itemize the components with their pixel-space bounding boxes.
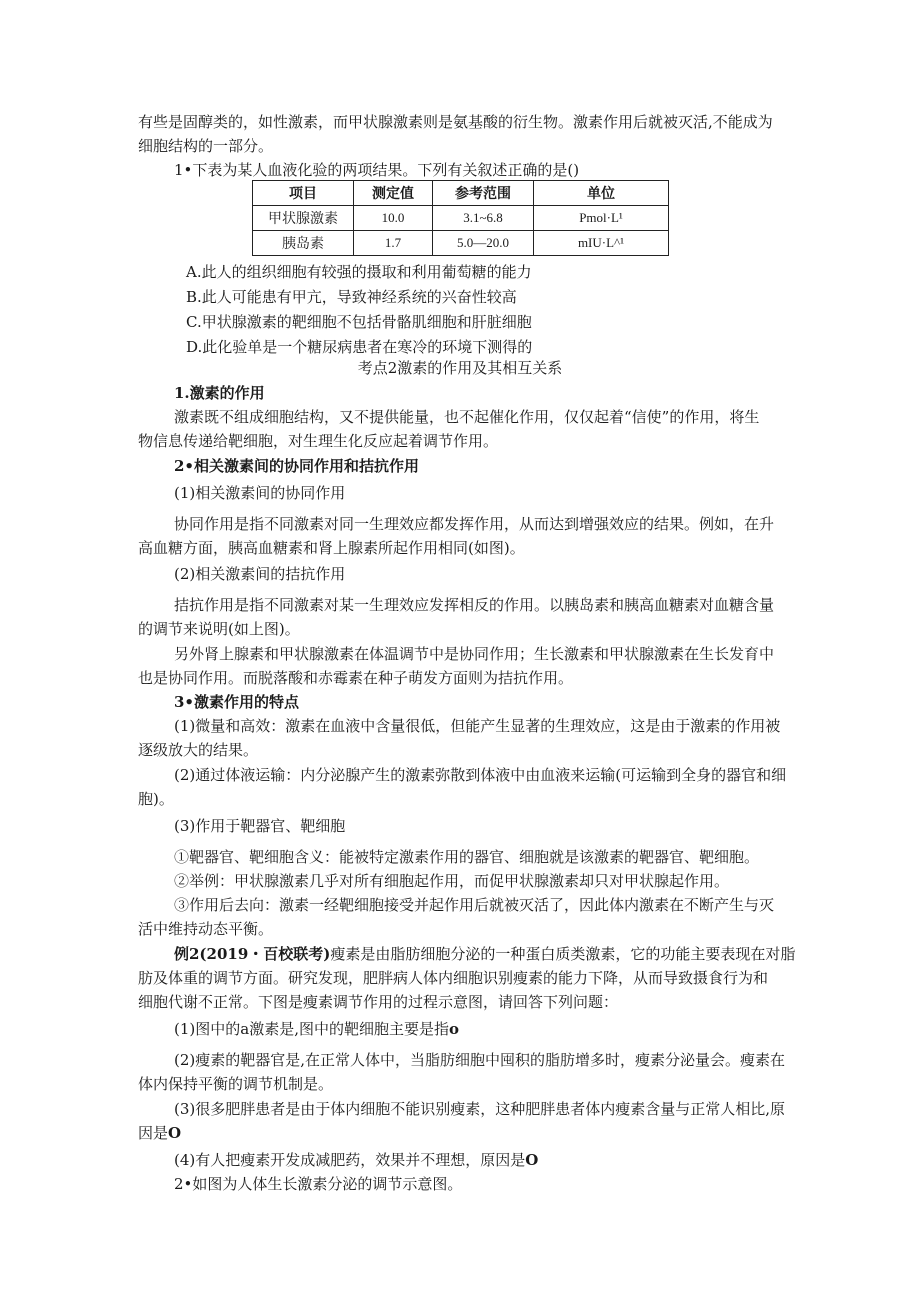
question-1-stem: 1•下表为某人血液化验的两项结果。下列有关叙述正确的是() (174, 161, 580, 179)
paragraph-line: 高血糖方面，胰高血糖素和肾上腺素所起作用相同(如图)。 (138, 539, 525, 557)
sub-question-2: (2)瘦素的靶器官是,在正常人体中，当脂肪细胞中囤积的脂肪增多时，瘦素分泌量会。瘦素在 (174, 1051, 786, 1069)
paragraph-line: 肪及体重的调节方面。研究发现，肥胖病人体内细胞识别瘦素的能力下降，从而导致摄食行为和 (138, 969, 769, 987)
paragraph-line: 活中维持动态平衡。 (138, 920, 274, 938)
paragraph-line: 激素既不组成细胞结构，又不提供能量，也不起催化作用，仅仅起着“信使”的作用，将生 (174, 408, 760, 426)
table-header-cell: 参考范围 (433, 181, 534, 206)
heading-1: 1.激素的作用 (174, 384, 265, 402)
sub-question-1 (174, 1019, 459, 1039)
paragraph-line: 协同作用是指不同激素对同一生理效应都发挥作用，从而达到增强效应的结果。例如，在升 (174, 515, 775, 533)
paragraph-line: (1)微量和高效：激素在血液中含量很低，但能产生显著的生理效应，这是由于激素的作用被 (174, 717, 781, 735)
blood-test-table (252, 180, 669, 256)
paragraph-line: 另外肾上腺素和甲状腺激素在体温调节中是协同作用；生长激素和甲状腺激素在生长发育中 (174, 645, 775, 663)
table-cell: 1.7 (354, 231, 433, 256)
option-d: D.此化验单是一个糖尿病患者在寒冷的环境下测得的 (186, 338, 533, 356)
table-header-row (253, 181, 669, 206)
table-header-cell: 单位 (534, 181, 669, 206)
subheading: (1)相关激素间的协同作用 (174, 484, 346, 502)
sub-question-4 (174, 1150, 538, 1170)
paragraph-line: 物信息传递给靶细胞，对生理生化反应起着调节作用。 (138, 432, 499, 450)
paragraph-line: 胞)。 (138, 790, 174, 808)
paragraph-line: 有些是固醇类的，如性激素，而甲状腺激素则是氨基酸的衍生物。激素作用后就被灭活,不能成为 (138, 113, 773, 131)
paragraph-line: ③作用后去向：激素一经靶细胞接受并起作用后就被灭活了，因此体内激素在不断产生与灭 (174, 896, 775, 914)
subheading: (3)作用于靶器官、靶细胞 (174, 817, 346, 835)
question-2-stem: 2•如图为人体生长激素分泌的调节示意图。 (174, 1175, 463, 1193)
paragraph-line: 也是协同作用。而脱落酸和赤霉素在种子萌发方面则为拮抗作用。 (138, 669, 574, 687)
example-2-text: 瘦素是由脂肪细胞分泌的一种蛋白质类激素，它的功能主要表现在对脂 (330, 945, 796, 963)
paragraph-line: ①靶器官、靶细胞含义：能被特定激素作用的器官、细胞就是该激素的靶器官、靶细胞。 (174, 848, 760, 866)
table-row (253, 206, 669, 231)
answer-blank-mark: O (525, 1151, 539, 1169)
paragraph-line: 体内保持平衡的调节机制是。 (138, 1075, 334, 1093)
table-cell: Pmol·L¹ (534, 206, 669, 231)
heading-3: 3•激素作用的特点 (174, 693, 300, 711)
table-cell: 10.0 (354, 206, 433, 231)
paragraph-line: 逐级放大的结果。 (138, 741, 259, 759)
answer-blank-mark: O (168, 1124, 182, 1142)
sub-question-text: 因是 (138, 1124, 169, 1142)
section-title: 考点2激素的作用及其相互关系 (357, 359, 563, 377)
paragraph-line: 拮抗作用是指不同激素对某一生理效应发挥相反的作用。以胰岛素和胰高血糖素对血糖含量 (174, 596, 775, 614)
paragraph-line: 细胞代谢不正常。下图是瘦素调节作用的过程示意图，请回答下列问题： (138, 993, 619, 1011)
table-cell: mIU·L^¹ (534, 231, 669, 256)
table-header-cell: 测定值 (354, 181, 433, 206)
example-2-line (174, 944, 795, 964)
option-b: B.此人可能患有甲亢，导致神经系统的兴奋性较高 (186, 288, 517, 306)
sub-question-text: (4)有人把瘦素开发成减肥药，效果并不理想，原因是 (174, 1151, 526, 1169)
table-cell: 3.1~6.8 (433, 206, 534, 231)
option-a: A.此人的组织细胞有较强的摄取和利用葡萄糖的能力 (186, 263, 532, 281)
subheading: (2)相关激素间的拮抗作用 (174, 565, 346, 583)
example-2-label: 例2(2019・百校联考) (174, 945, 331, 963)
sub-question-3: (3)很多肥胖患者是由于体内细胞不能识别瘦素，这种肥胖患者体内瘦素含量与正常人相比,原 (174, 1100, 786, 1118)
table-cell: 甲状腺激素 (253, 206, 354, 231)
answer-blank-mark: o (448, 1020, 459, 1038)
table-row (253, 231, 669, 256)
table-cell: 胰岛素 (253, 231, 354, 256)
paragraph-line: ②举例：甲状腺激素几乎对所有细胞起作用，而促甲状腺激素却只对甲状腺起作用。 (174, 872, 730, 890)
table-header-cell: 项目 (253, 181, 354, 206)
paragraph-line: 细胞结构的一部分。 (138, 137, 274, 155)
heading-2: 2•相关激素间的协同作用和拮抗作用 (174, 457, 420, 475)
table-cell: 5.0—20.0 (433, 231, 534, 256)
option-c: C.甲状腺激素的靶细胞不包括骨骼肌细胞和肝脏细胞 (186, 313, 532, 331)
paragraph-line: (2)通过体液运输：内分泌腺产生的激素弥散到体液中由血液来运输(可运输到全身的器官和细 (174, 766, 787, 784)
paragraph-line (138, 1123, 181, 1143)
paragraph-line: 的调节来说明(如上图)。 (138, 620, 300, 638)
sub-question-text: (1)图中的a激素是,图中的靶细胞主要是指 (174, 1020, 449, 1038)
